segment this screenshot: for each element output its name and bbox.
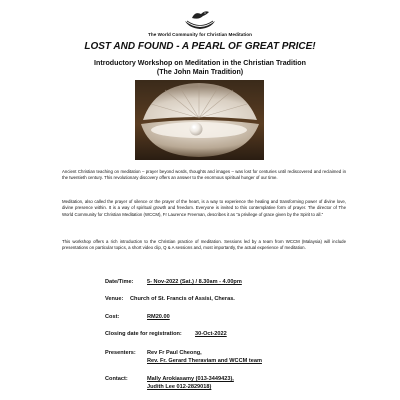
dove-logo-icon bbox=[181, 8, 219, 32]
intro-paragraph-1: Ancient Christian teaching on meditation – prayer beyond words, thoughts and images – was lost for centuries until rediscovered and reclaimed in the twentieth century. This revolutionary discovery offers an answer to the enormous spiritual hunger of our time. bbox=[62, 169, 346, 181]
workshop-subtitle bbox=[60, 59, 340, 77]
contact-line-2: Judith Lee 012-2829018) bbox=[147, 384, 212, 390]
organization-name: The World Community for Christian Meditation bbox=[148, 32, 252, 37]
intro-paragraph-2: Meditation, also called the prayer of silence or the prayer of the heart, is a way to experience the healing and transforming power of divine love, divine presence within. It is a way of spiritual growth and freedom. Everyone is invited to this contemplative form of prayer. The director of The World Community for Christian Meditation (WCCM), Fr Laurence Freeman, describes it as “a privilege of grace given by the Spirit to all.” bbox=[62, 199, 346, 217]
datetime-value: 5- Nov-2022 (Sat.) / 8.30am - 4.00pm bbox=[147, 279, 242, 285]
page-title: LOST AND FOUND - A PEARL OF GREAT PRICE! bbox=[84, 41, 316, 52]
contact-line-1: Mally Arokiasamy (013-3449423), bbox=[147, 376, 234, 382]
presenters-line-1: Rev Fr Paul Cheong, bbox=[147, 350, 202, 356]
datetime-label: Date/Time: bbox=[105, 279, 134, 285]
pearl-oyster-image bbox=[135, 80, 264, 160]
cost-value: RM20.00 bbox=[147, 314, 170, 320]
venue-value: Church of St. Francis of Assisi, Cheras. bbox=[130, 296, 235, 302]
presenters-line-2: Rev. Fr. Gerard Theraviam and WCCM team bbox=[147, 358, 262, 364]
subtitle-line-1: Introductory Workshop on Meditation in the Christian Tradition bbox=[94, 59, 306, 67]
cost-label: Cost: bbox=[105, 314, 120, 320]
closing-date-value: 30-Oct-2022 bbox=[195, 331, 227, 337]
presenters-label: Presenters: bbox=[105, 350, 136, 356]
closing-date-label: Closing date for registration: bbox=[105, 331, 182, 337]
venue-label: Venue: bbox=[105, 296, 124, 302]
intro-paragraph-3: This workshop offers a rich introduction to the Christian practice of meditation. Sessions led by a team from WCCM (Malaysia) will include presentations on particular topics, a short video clip, Q & A sessions and, most importantly, the actual experience of meditation. bbox=[62, 239, 346, 251]
subtitle-line-2: (The John Main Tradition) bbox=[156, 68, 244, 76]
contact-label: Contact: bbox=[105, 376, 128, 382]
